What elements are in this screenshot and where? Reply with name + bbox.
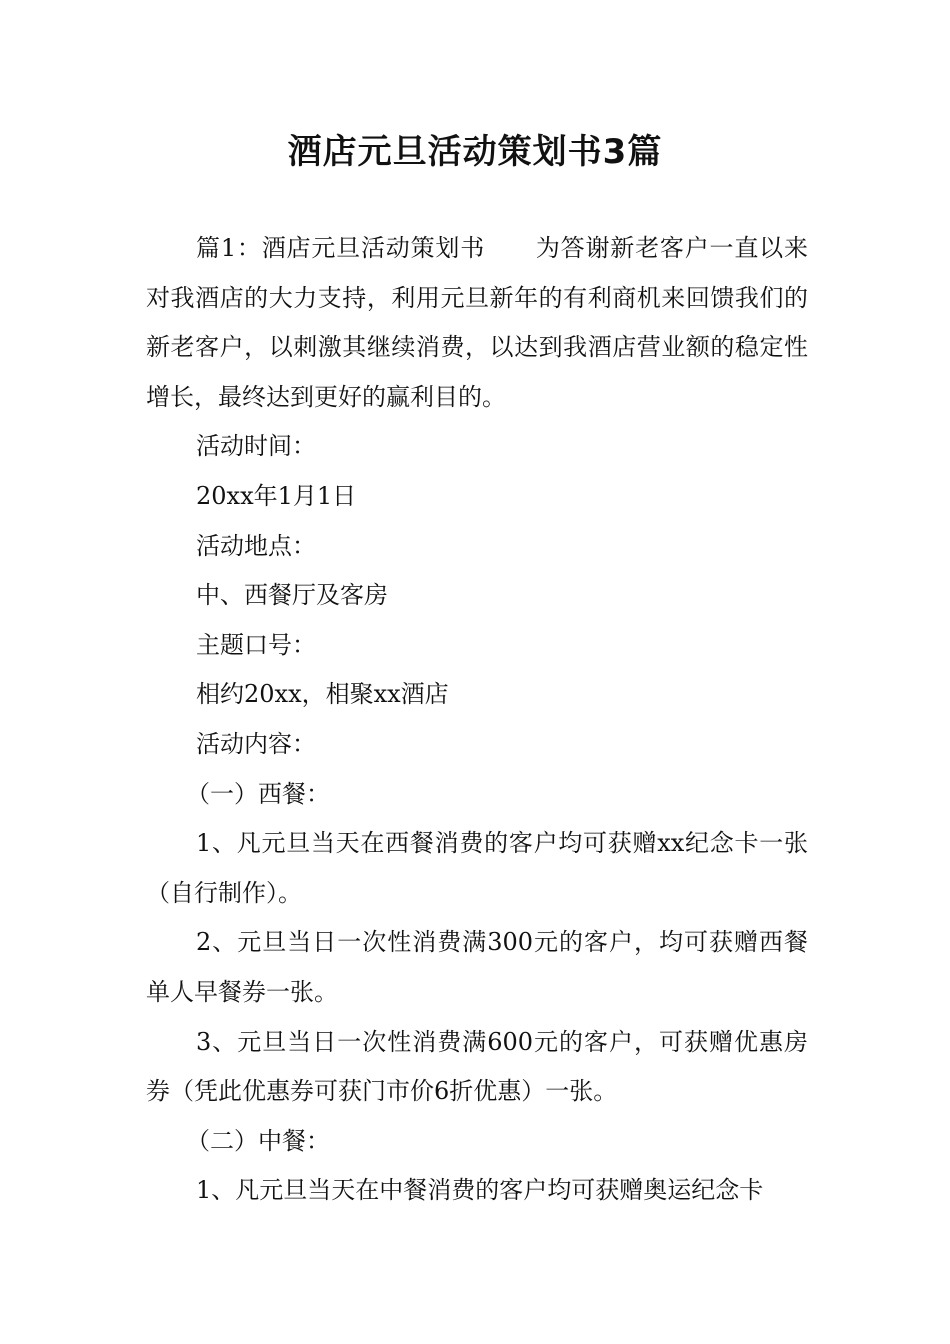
slogan-label: 主题口号： (196, 630, 316, 659)
western-item-2: 2、元旦当日一次性消费满300元的客户，均可获赠西餐单人早餐券一张。 (146, 928, 808, 1006)
western-item-1: 1、凡元旦当天在西餐消费的客户均可获赠xx纪念卡一张（自行制作）。 (146, 829, 808, 907)
intro-text: 为答谢新老客户一直以来对我酒店的大力支持，利用元旦新年的有利商机来回馈我们的新老客户，以刺激其继续消费，以达到我酒店营业额的稳定性增长，最终达到更好的赢利目的。 (146, 234, 808, 411)
intro-paragraph (146, 224, 808, 422)
content-label: 活动内容： (196, 729, 316, 758)
chinese-heading: （二）中餐： (186, 1126, 330, 1155)
chinese-item-1: 1、凡元旦当天在中餐消费的客户均可获赠奥运纪念卡 (196, 1176, 764, 1205)
place-value: 中、西餐厅及客房 (196, 581, 388, 610)
slogan-value: 相约20xx，相聚xx酒店 (196, 680, 449, 709)
document-body (146, 224, 808, 1216)
place-label: 活动地点： (196, 531, 316, 560)
intro-heading: 篇1：酒店元旦活动策划书 (196, 234, 486, 262)
document-title: 酒店元旦活动策划书3篇 (287, 132, 663, 172)
western-item-3: 3、元旦当日一次性消费满600元的客户，可获赠优惠房券（凭此优惠券可获门市价6折优惠）一张。 (146, 1027, 808, 1106)
time-label: 活动时间： (196, 432, 316, 461)
western-heading: （一）西餐： (186, 779, 330, 808)
time-value: 20xx年1月1日 (196, 481, 357, 510)
